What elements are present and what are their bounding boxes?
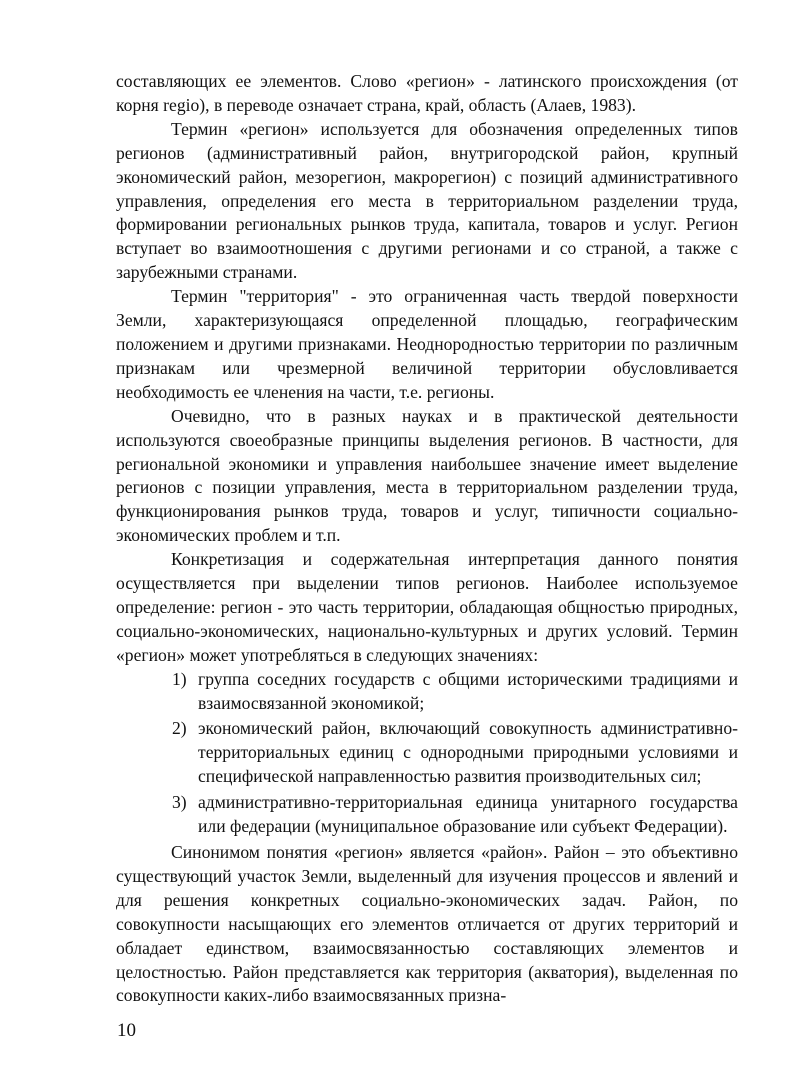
page-body xyxy=(116,70,738,1008)
list-item-text: экономический район, включающий совокупность административно-территориальных единиц с однородными природными условиями и специфической направленностью развития производительных сил; xyxy=(198,718,738,787)
list-item xyxy=(116,717,738,789)
list-item-text: группа соседних государств с общими историческими традициями и взаимосвязанной экономикой; xyxy=(198,668,738,713)
meanings-list xyxy=(116,668,738,839)
paragraph-sciences: Очевидно, что в разных науках и в практической деятельности используются своеобразные принципы выделения регионов. В частности, для региональной экономики и управления наибольшее значение имеет выделение регионов с позиции управления, места в территориальном разделении труда, функционирования рынков труда, товаров и услуг, типичности социально-экономических проблем и т.п. xyxy=(116,405,738,546)
list-item xyxy=(116,791,738,839)
list-item xyxy=(116,668,738,716)
paragraph-definition: Конкретизация и содержательная интерпретация данного понятия осуществляется при выделении типов регионов. Наиболее используемое определение: регион - это часть территории, обладающая общностью природных, социально-экономических, национально-культурных и других условий. Термин «регион» может употребляться в следующих значениях: xyxy=(116,549,738,665)
page-number: 10 xyxy=(117,1020,136,1041)
paragraph-region-term: Термин «регион» используется для обозначения определенных типов регионов (административный район, внутригородской район, крупный экономический район, мезорегион, макрорегион) с позиций административного управления, определения его места в территориальном разделении труда, формировании региональных рынков труда, капитала, товаров и услуг. Регион вступает во взаимоотношения с другими регионами и со страной, а также с зарубежными странами. xyxy=(116,118,738,283)
paragraph-territory-term: Термин "территория" - это ограниченная часть твердой поверхности Земли, характеризующаяся определенной площадью, географическим положением и другими признаками. Неоднородностью территории по различным признакам или чрезмерной величиной территории обусловливается необходимость ее членения на части, т.е. регионы. xyxy=(116,286,738,402)
paragraph-district-synonym: Синонимом понятия «регион» является «район». Район – это объективно существующий участок Земли, выделенный для изучения процессов и явлений и для решения конкретных социально-экономических задач. Район, по совокупности насыщающих его элементов отличается от других территорий и обладает единством, взаимосвязанностью составляющих элементов и целостностью. Район представляется как территория (акватория), выделенная по совокупности каких-либо взаимосвязанных призна- xyxy=(116,842,738,1006)
list-item-number: 1) xyxy=(172,668,187,689)
list-item-number: 3) xyxy=(172,792,187,813)
list-item-text: административно-территориальная единица унитарного государства или федерации (муниципальное образование или субъект Федерации). xyxy=(198,792,738,837)
paragraph-continuation: составляющих ее элементов. Слово «регион» - латинского происхождения (от корня regio), в переводе означает страна, край, область (Алаев, 1983). xyxy=(116,71,738,115)
list-item-number: 2) xyxy=(172,718,187,739)
